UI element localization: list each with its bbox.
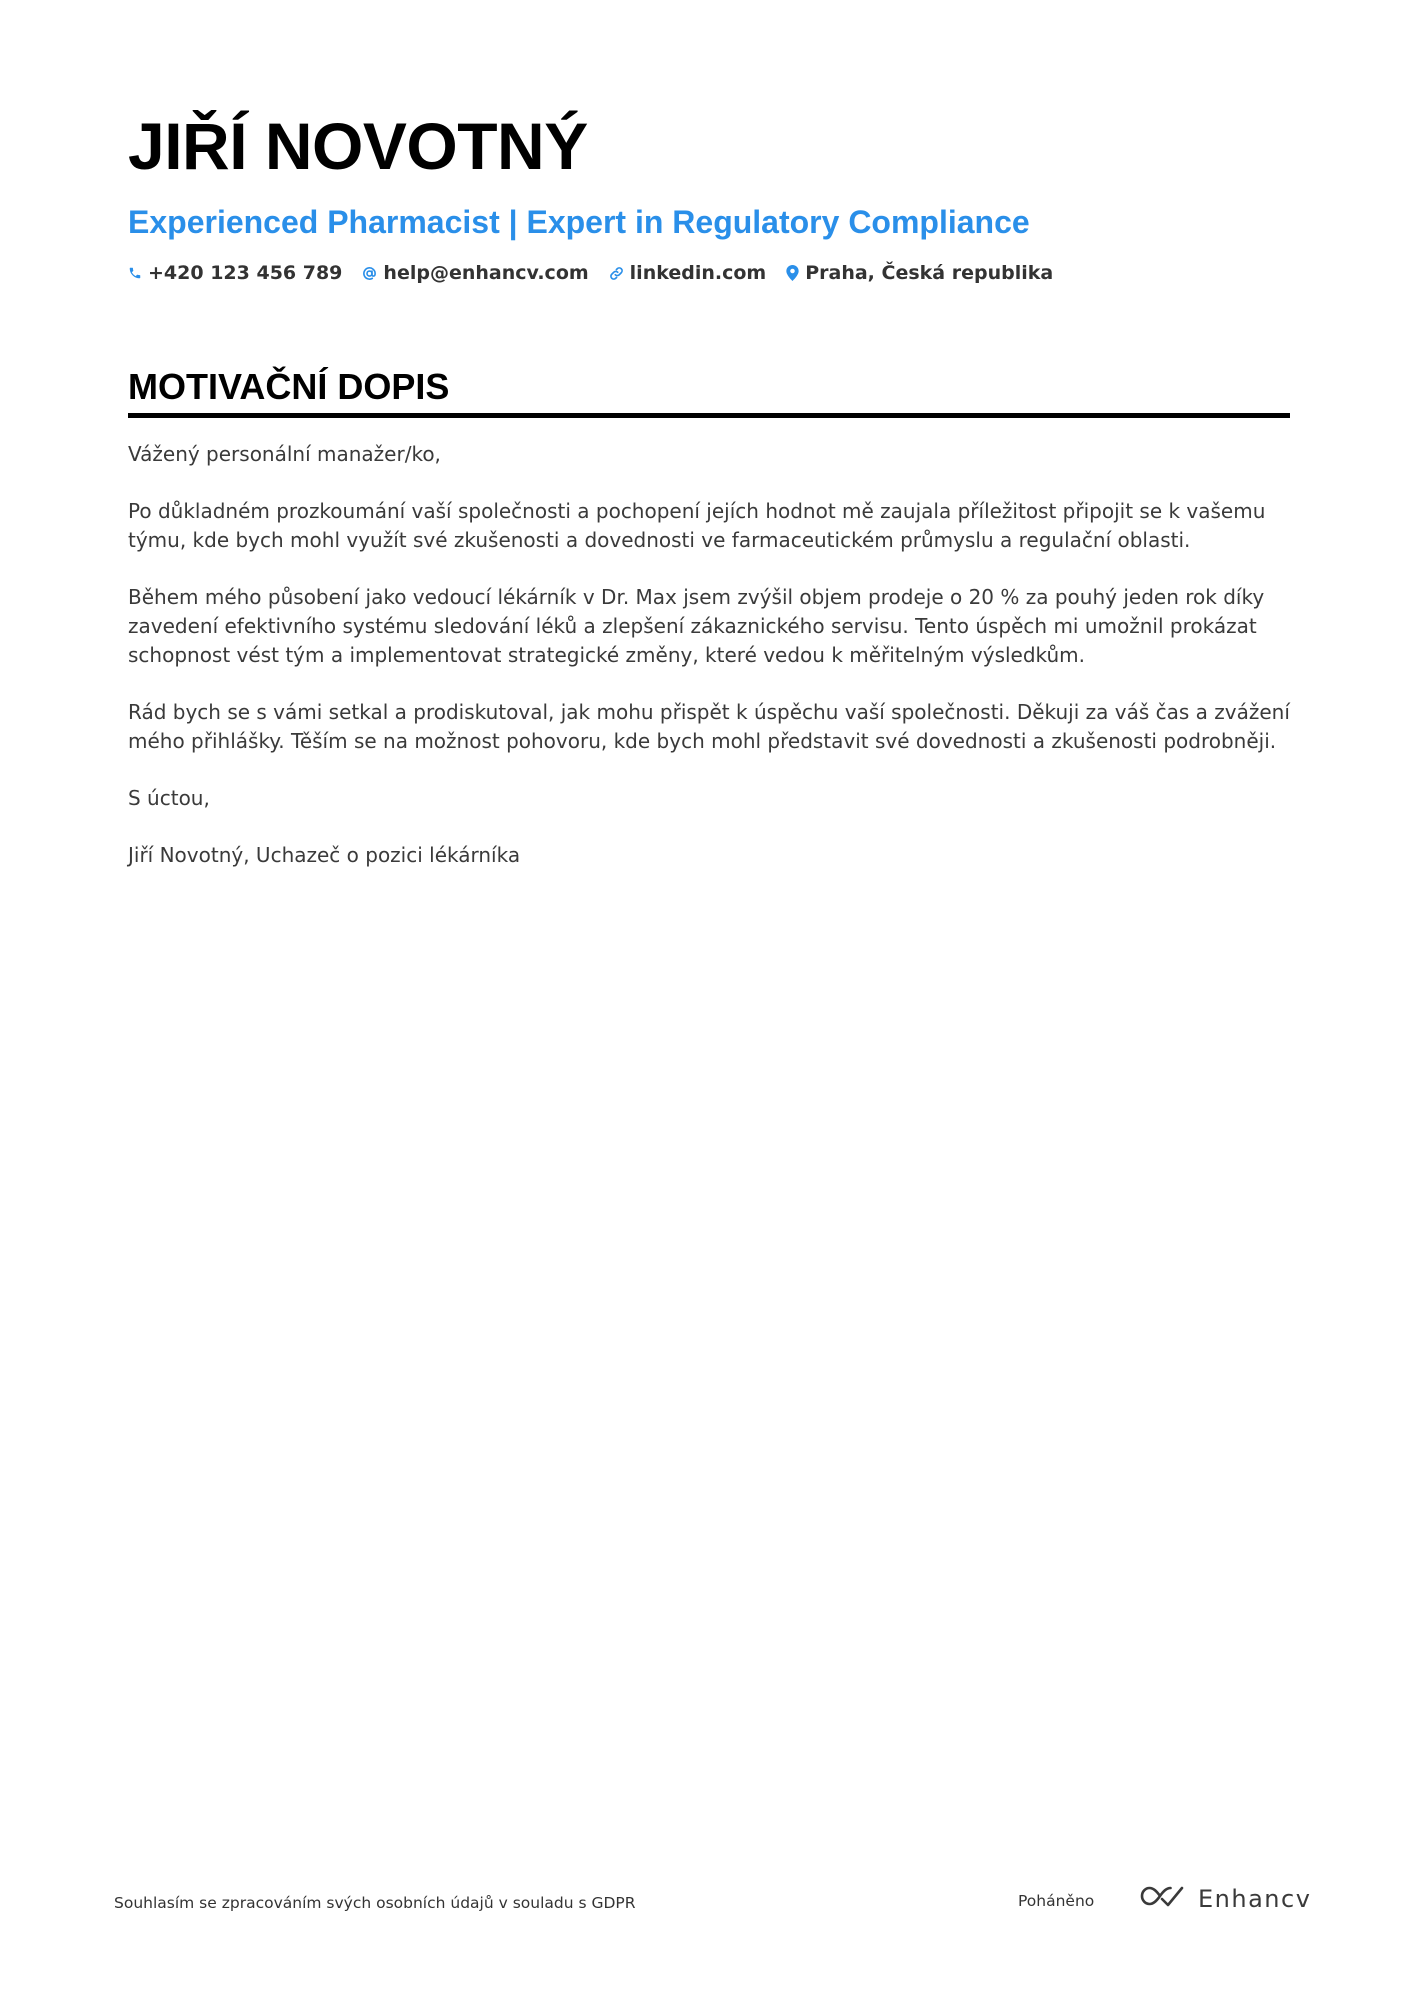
link-icon <box>609 266 624 281</box>
contact-phone <box>128 262 342 284</box>
header <box>128 108 1288 284</box>
brand-logo[interactable] <box>1138 1883 1311 1914</box>
letter-signature: Jiří Novotný, Uchazeč o pozici lékárníka <box>128 843 521 867</box>
letter-paragraph: Po důkladném prozkoumání vaší společnosti a pochopení jejích hodnot mě zaujala příležitost připojit se k vašemu týmu, kde bych mohl využít své zkušenosti a dovednosti ve farmaceutickém průmyslu a regulační oblasti. <box>128 499 1266 552</box>
letter-greeting: Vážený personální manažer/ko, <box>128 442 441 466</box>
candidate-headline: Experienced Pharmacist | Expert in Regulatory Compliance <box>128 204 1030 240</box>
contact-location <box>786 262 1053 284</box>
contact-info <box>128 262 1288 284</box>
phone-icon <box>128 266 142 280</box>
contact-linkedin[interactable] <box>609 262 767 284</box>
location-pin-icon <box>786 265 799 281</box>
location-text: Praha, Česká republika <box>805 262 1054 284</box>
phone-text: +420 123 456 789 <box>148 262 343 284</box>
brand-name: Enhancv <box>1198 1884 1312 1913</box>
enhancv-logo-icon <box>1138 1883 1186 1914</box>
powered-by-label: Poháněno <box>1018 1892 1095 1910</box>
linkedin-text[interactable]: linkedin.com <box>629 262 767 284</box>
section-divider <box>128 413 1290 418</box>
letter-body <box>128 440 1290 898</box>
letter-closing: S úctou, <box>128 786 210 810</box>
section-header <box>128 365 1290 418</box>
email-text[interactable]: help@enhancv.com <box>383 262 589 284</box>
letter-paragraph: Rád bych se s vámi setkal a prodiskutoval, jak mohu přispět k úspěchu vaší společnosti. Děkuji za váš čas a zvážení mého přihlášky. Těším se na možnost pohovoru, kde bych mohl představit své dovednosti a zkušenosti podrobněji. <box>128 700 1290 753</box>
at-icon <box>362 266 377 281</box>
candidate-name: JIŘÍ NOVOTNÝ <box>128 109 588 183</box>
gdpr-consent-note: Souhlasím se zpracováním svých osobních údajů v souladu s GDPR <box>114 1894 636 1912</box>
contact-email[interactable] <box>362 262 588 284</box>
letter-paragraph: Během mého působení jako vedoucí lékárník v Dr. Max jsem zvýšil objem prodeje o 20 % za pouhý jeden rok díky zavedení efektivního systému sledování léků a zlepšení zákaznického servisu. Tento úspěch mi umožnil prokázat schopnost vést tým a implementovat strategické změny, které vedou k měřitelným výsledkům. <box>128 585 1265 667</box>
section-title: MOTIVAČNÍ DOPIS <box>128 366 450 407</box>
